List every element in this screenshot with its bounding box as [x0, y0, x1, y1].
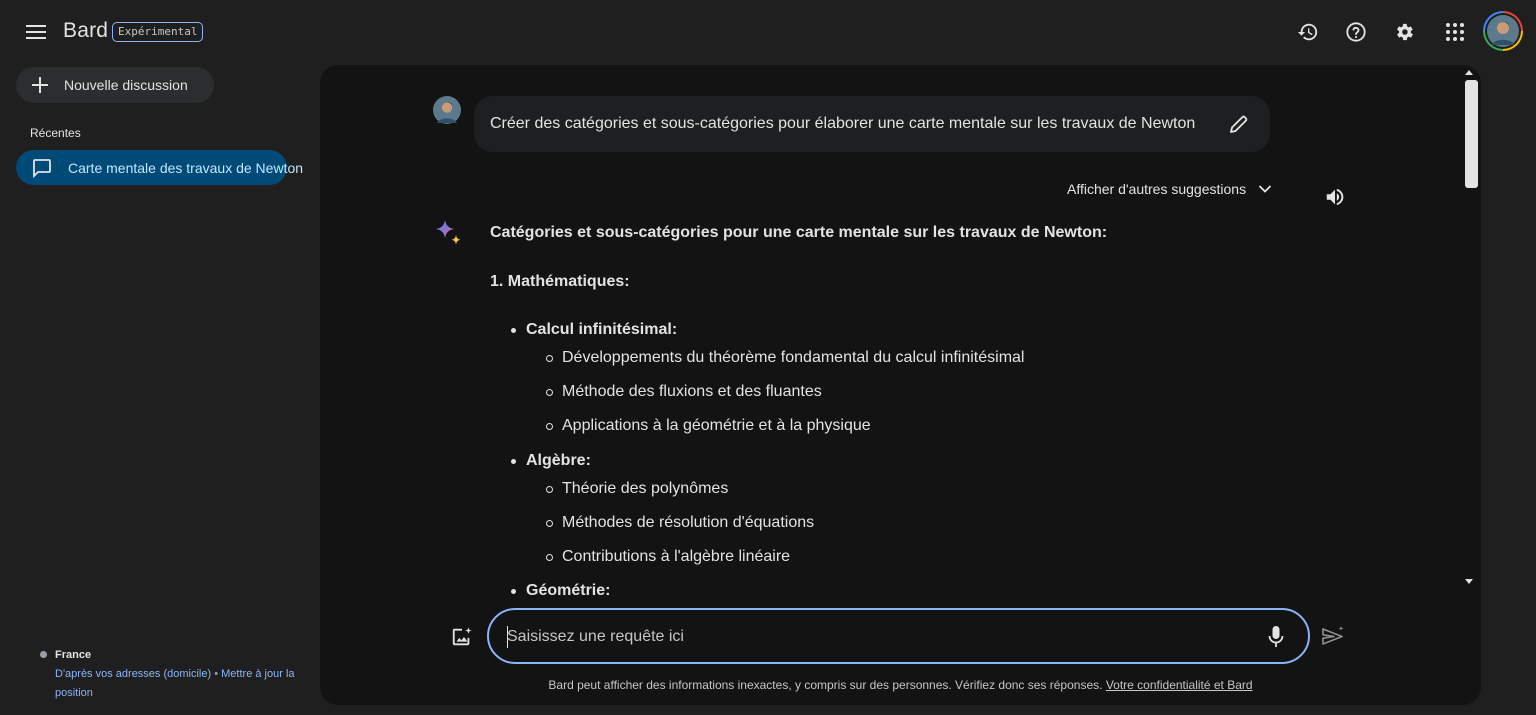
response-section-title: 1. Mathématiques: [490, 273, 630, 290]
privacy-link[interactable]: Votre confidentialité et Bard [1105, 678, 1253, 692]
activity-history-button[interactable] [1291, 15, 1325, 49]
settings-button[interactable] [1387, 15, 1421, 49]
location-source-link[interactable]: D'après vos adresses (domicile) [55, 668, 212, 680]
scroll-up-arrow-icon[interactable] [1465, 70, 1473, 75]
prompt-input[interactable] [507, 624, 1247, 650]
conversation-area [320, 65, 1460, 599]
add-image-icon [451, 626, 473, 648]
user-avatar [433, 96, 461, 124]
send-icon [1322, 625, 1346, 647]
response-heading: Catégories et sous-catégories pour une carte mentale sur les travaux de Newton: [490, 224, 1108, 241]
bard-sparkle-icon [434, 218, 464, 248]
pencil-icon [1229, 114, 1249, 134]
new-chat-button[interactable] [16, 67, 214, 103]
menu-icon [26, 25, 46, 39]
account-avatar-button[interactable] [1483, 11, 1523, 51]
location-dot-icon [40, 651, 47, 658]
response-subitem: Contributions à l'algèbre linéaire [562, 548, 791, 565]
footer-disclaimer [320, 678, 1481, 692]
response-subitem: Théorie des polynômes [562, 480, 729, 497]
settings-icon [1393, 21, 1415, 43]
account-avatar [1487, 15, 1519, 47]
top-bar [0, 0, 1536, 64]
conversation-scrollbar[interactable] [1460, 65, 1481, 590]
scrollbar-thumb[interactable] [1465, 80, 1478, 188]
listen-button[interactable] [1323, 185, 1347, 209]
response-subitem: Méthode des fluxions et des fluantes [562, 383, 822, 400]
user-avatar-icon [433, 96, 461, 124]
voice-input-button[interactable] [1264, 625, 1288, 649]
show-drafts-label: Afficher d'autres suggestions [1067, 181, 1247, 197]
recent-chat-item[interactable] [16, 150, 304, 185]
main-menu-button[interactable] [20, 16, 52, 48]
upload-image-button[interactable] [450, 625, 474, 649]
user-prompt-text: Créer des catégories et sous-catégories pour élaborer une carte mentale sur les travaux de Newton [490, 115, 1196, 132]
response-subitem: Développements du théorème fondamental du calcul infinitésimal [562, 349, 1025, 366]
chat-panel [320, 65, 1481, 705]
help-icon [1345, 21, 1367, 43]
update-location-link[interactable]: Mettre à jour la position [55, 668, 295, 699]
response-subitem: Applications à la géométrie et à la physique [562, 417, 871, 434]
show-drafts-button[interactable] [1067, 181, 1272, 197]
new-chat-label: Nouvelle discussion [64, 77, 188, 93]
scroll-down-arrow-icon[interactable] [1465, 579, 1473, 584]
response-topic: Géométrie: [526, 582, 611, 599]
chat-bubble-icon [33, 159, 51, 177]
location-country: France [55, 649, 92, 661]
send-button[interactable] [1321, 623, 1347, 649]
app-logo-text[interactable]: Bard [63, 19, 109, 42]
response-topic: Calcul infinitésimal: [526, 321, 678, 338]
history-icon [1297, 21, 1319, 43]
user-prompt-bubble [474, 96, 1270, 152]
speaker-icon [1324, 186, 1346, 208]
plus-icon [32, 77, 48, 93]
edit-prompt-button[interactable] [1227, 112, 1251, 136]
response-topic: Algèbre: [526, 452, 591, 469]
recent-chat-label: Carte mentale des travaux de Newton [68, 159, 304, 176]
location-separator: • [214, 668, 219, 680]
experimental-badge: Expérimental [112, 22, 203, 42]
help-button[interactable] [1339, 15, 1373, 49]
disclaimer-text: Bard peut afficher des informations inexactes, y compris sur des personnes. Vérifiez donc ses réponses. [548, 678, 1103, 692]
recent-section-title: Récentes [30, 126, 81, 140]
google-apps-button[interactable] [1438, 15, 1472, 49]
apps-grid-icon [1446, 23, 1464, 41]
chevron-down-icon [1258, 184, 1272, 194]
microphone-icon [1268, 626, 1284, 648]
prompt-input-box[interactable] [487, 608, 1310, 664]
response-subitem: Méthodes de résolution d'équations [562, 514, 815, 531]
text-caret [507, 626, 508, 648]
